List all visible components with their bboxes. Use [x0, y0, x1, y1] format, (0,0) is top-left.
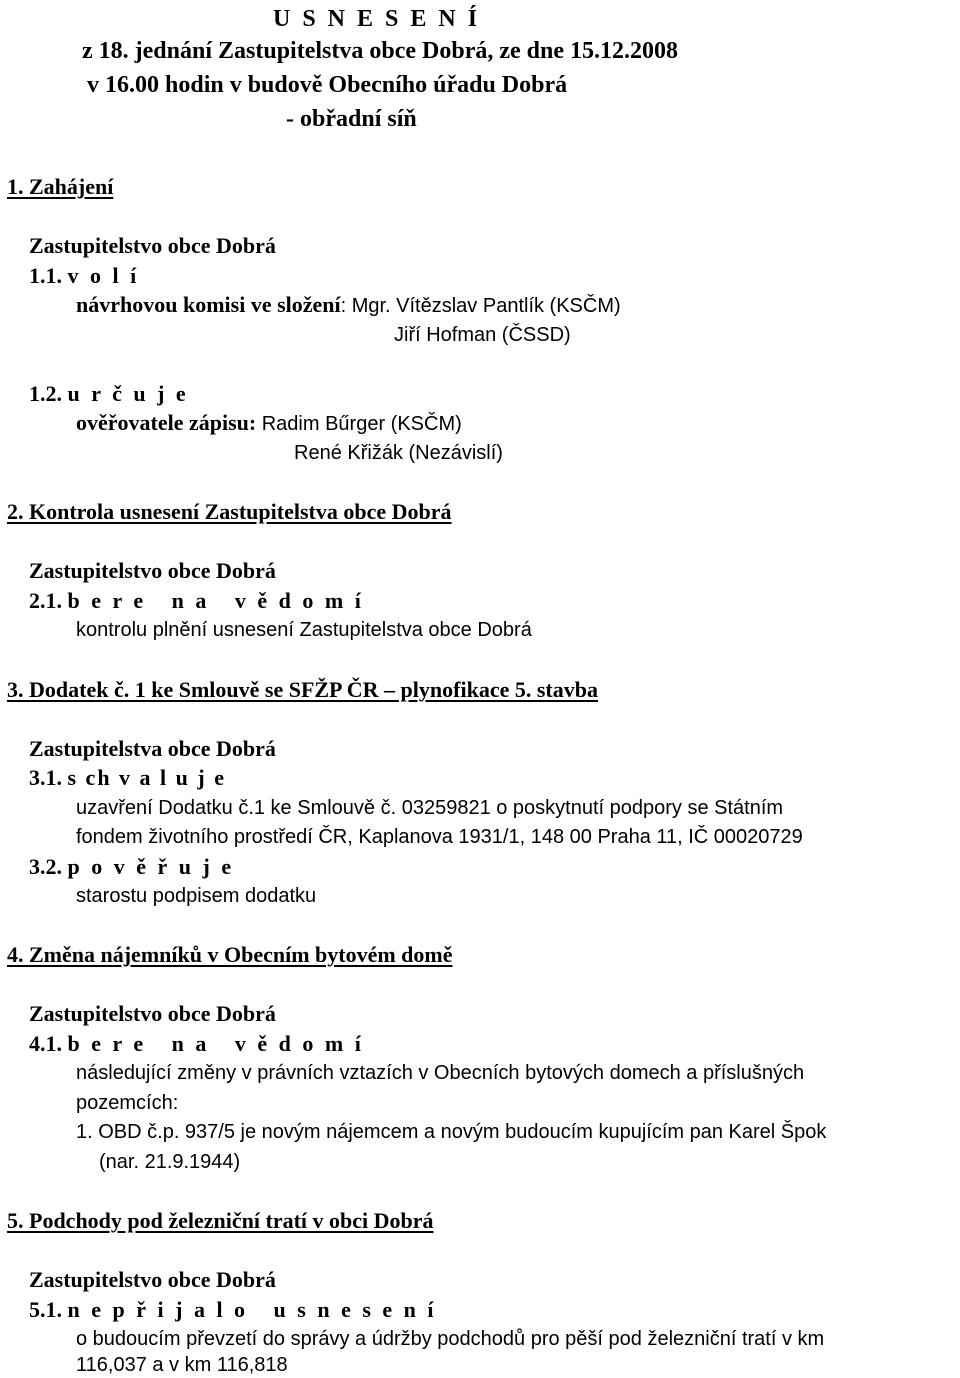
- section-2-heading: 2. Kontrola usnesení Zastupitelstva obce Dobrá: [7, 499, 452, 524]
- section-5-body: Zastupitelstvo obce Dobrá: [29, 1267, 276, 1292]
- resolution-4-1: [29, 1031, 364, 1057]
- resolution-number: 4.1.: [29, 1031, 62, 1056]
- resolution-5-1-text-2: 116,037 a v km 116,818: [76, 1354, 288, 1376]
- section-5-heading: 5. Podchody pod železniční tratí v obci Dobrá: [7, 1208, 434, 1233]
- resolution-3-1: [29, 765, 226, 791]
- resolution-2-1: [29, 588, 364, 614]
- section-3-body: Zastupitelstva obce Dobrá: [29, 736, 276, 761]
- resolution-1-1: [29, 263, 139, 289]
- resolution-number: 1.2.: [29, 381, 62, 406]
- resolution-3-2: [29, 854, 234, 880]
- resolution-1-2: [29, 381, 189, 407]
- document-title: U S N E S E N Í: [273, 6, 481, 32]
- resolution-number: 3.2.: [29, 854, 62, 879]
- resolution-verb: b e r e n a v ě d o m í: [67, 1031, 364, 1056]
- section-4-body: Zastupitelstvo obce Dobrá: [29, 1001, 276, 1026]
- resolution-2-1-text: kontrolu plnění usnesení Zastupitelstva obce Dobrá: [76, 619, 532, 641]
- resolution-verb: b e r e n a v ě d o m í: [67, 588, 364, 613]
- resolution-3-1-text-1: uzavření Dodatku č.1 ke Smlouvě č. 03259821 o poskytnutí podpory se Státním: [76, 797, 784, 819]
- verifier-2: René Křižák (Nezávislí): [294, 442, 503, 464]
- resolution-4-1-text-3: 1. OBD č.p. 937/5 je novým nájemcem a novým budoucím kupujícím pan Karel Špok: [76, 1121, 827, 1143]
- meeting-line: z 18. jednání Zastupitelstva obce Dobrá, ze dne 15.12.2008: [82, 38, 678, 64]
- resolution-number: 2.1.: [29, 588, 62, 613]
- section-1-heading: 1. Zahájení: [7, 174, 114, 199]
- resolution-3-2-text: starostu podpisem dodatku: [76, 885, 317, 907]
- resolution-verb: s ch v a l u j e: [67, 765, 226, 790]
- resolution-4-1-text-2: pozemcích:: [76, 1092, 179, 1114]
- resolution-verb: v o l í: [67, 263, 140, 288]
- commission-member-2: Jiří Hofman (ČSSD): [394, 324, 571, 346]
- section-4-heading: 4. Změna nájemníků v Obecním bytovém domě: [7, 942, 453, 967]
- resolution-verb: n e p ř i j a l o u s n e s e n í: [67, 1297, 437, 1322]
- meeting-time-line: v 16.00 hodin v budově Obecního úřadu Dobrá: [87, 72, 568, 98]
- resolution-3-1-text-2: fondem životního prostředí ČR, Kaplanova 1931/1, 148 00 Praha 11, IČ 00020729: [76, 826, 803, 848]
- section-1-body: Zastupitelstvo obce Dobrá: [29, 233, 276, 258]
- commission-line: [76, 292, 621, 319]
- resolution-4-1-text-4: (nar. 21.9.1944): [99, 1151, 241, 1173]
- section-3-heading: 3. Dodatek č. 1 ke Smlouvě se SFŽP ČR – plynofikace 5. stavba: [7, 677, 598, 702]
- meeting-room-line: - obřadní síň: [286, 106, 417, 132]
- commission-label: návrhovou komisi ve složení: [76, 292, 341, 317]
- resolution-number: 5.1.: [29, 1297, 62, 1322]
- resolution-verb: u r č u j e: [67, 381, 189, 406]
- verifiers-label: ověřovatele zápisu:: [76, 410, 257, 435]
- commission-member-1: Mgr. Vítězslav Pantlík (KSČM): [351, 295, 621, 317]
- resolution-number: 1.1.: [29, 263, 62, 288]
- section-2-body: Zastupitelstvo obce Dobrá: [29, 558, 276, 583]
- commission-colon: :: [340, 295, 347, 317]
- verifier-1: Radim Bűrger (KSČM): [261, 413, 462, 435]
- resolution-verb: p o v ě ř u j e: [67, 854, 235, 879]
- verifiers-line: [76, 410, 462, 437]
- resolution-5-1: [29, 1297, 437, 1323]
- resolution-number: 3.1.: [29, 765, 62, 790]
- resolution-5-1-text-1: o budoucím převzetí do správy a údržby podchodů pro pěší pod železniční tratí v km: [76, 1328, 825, 1350]
- resolution-4-1-text-1: následující změny v právních vztazích v Obecních bytových domech a příslušných: [76, 1062, 805, 1084]
